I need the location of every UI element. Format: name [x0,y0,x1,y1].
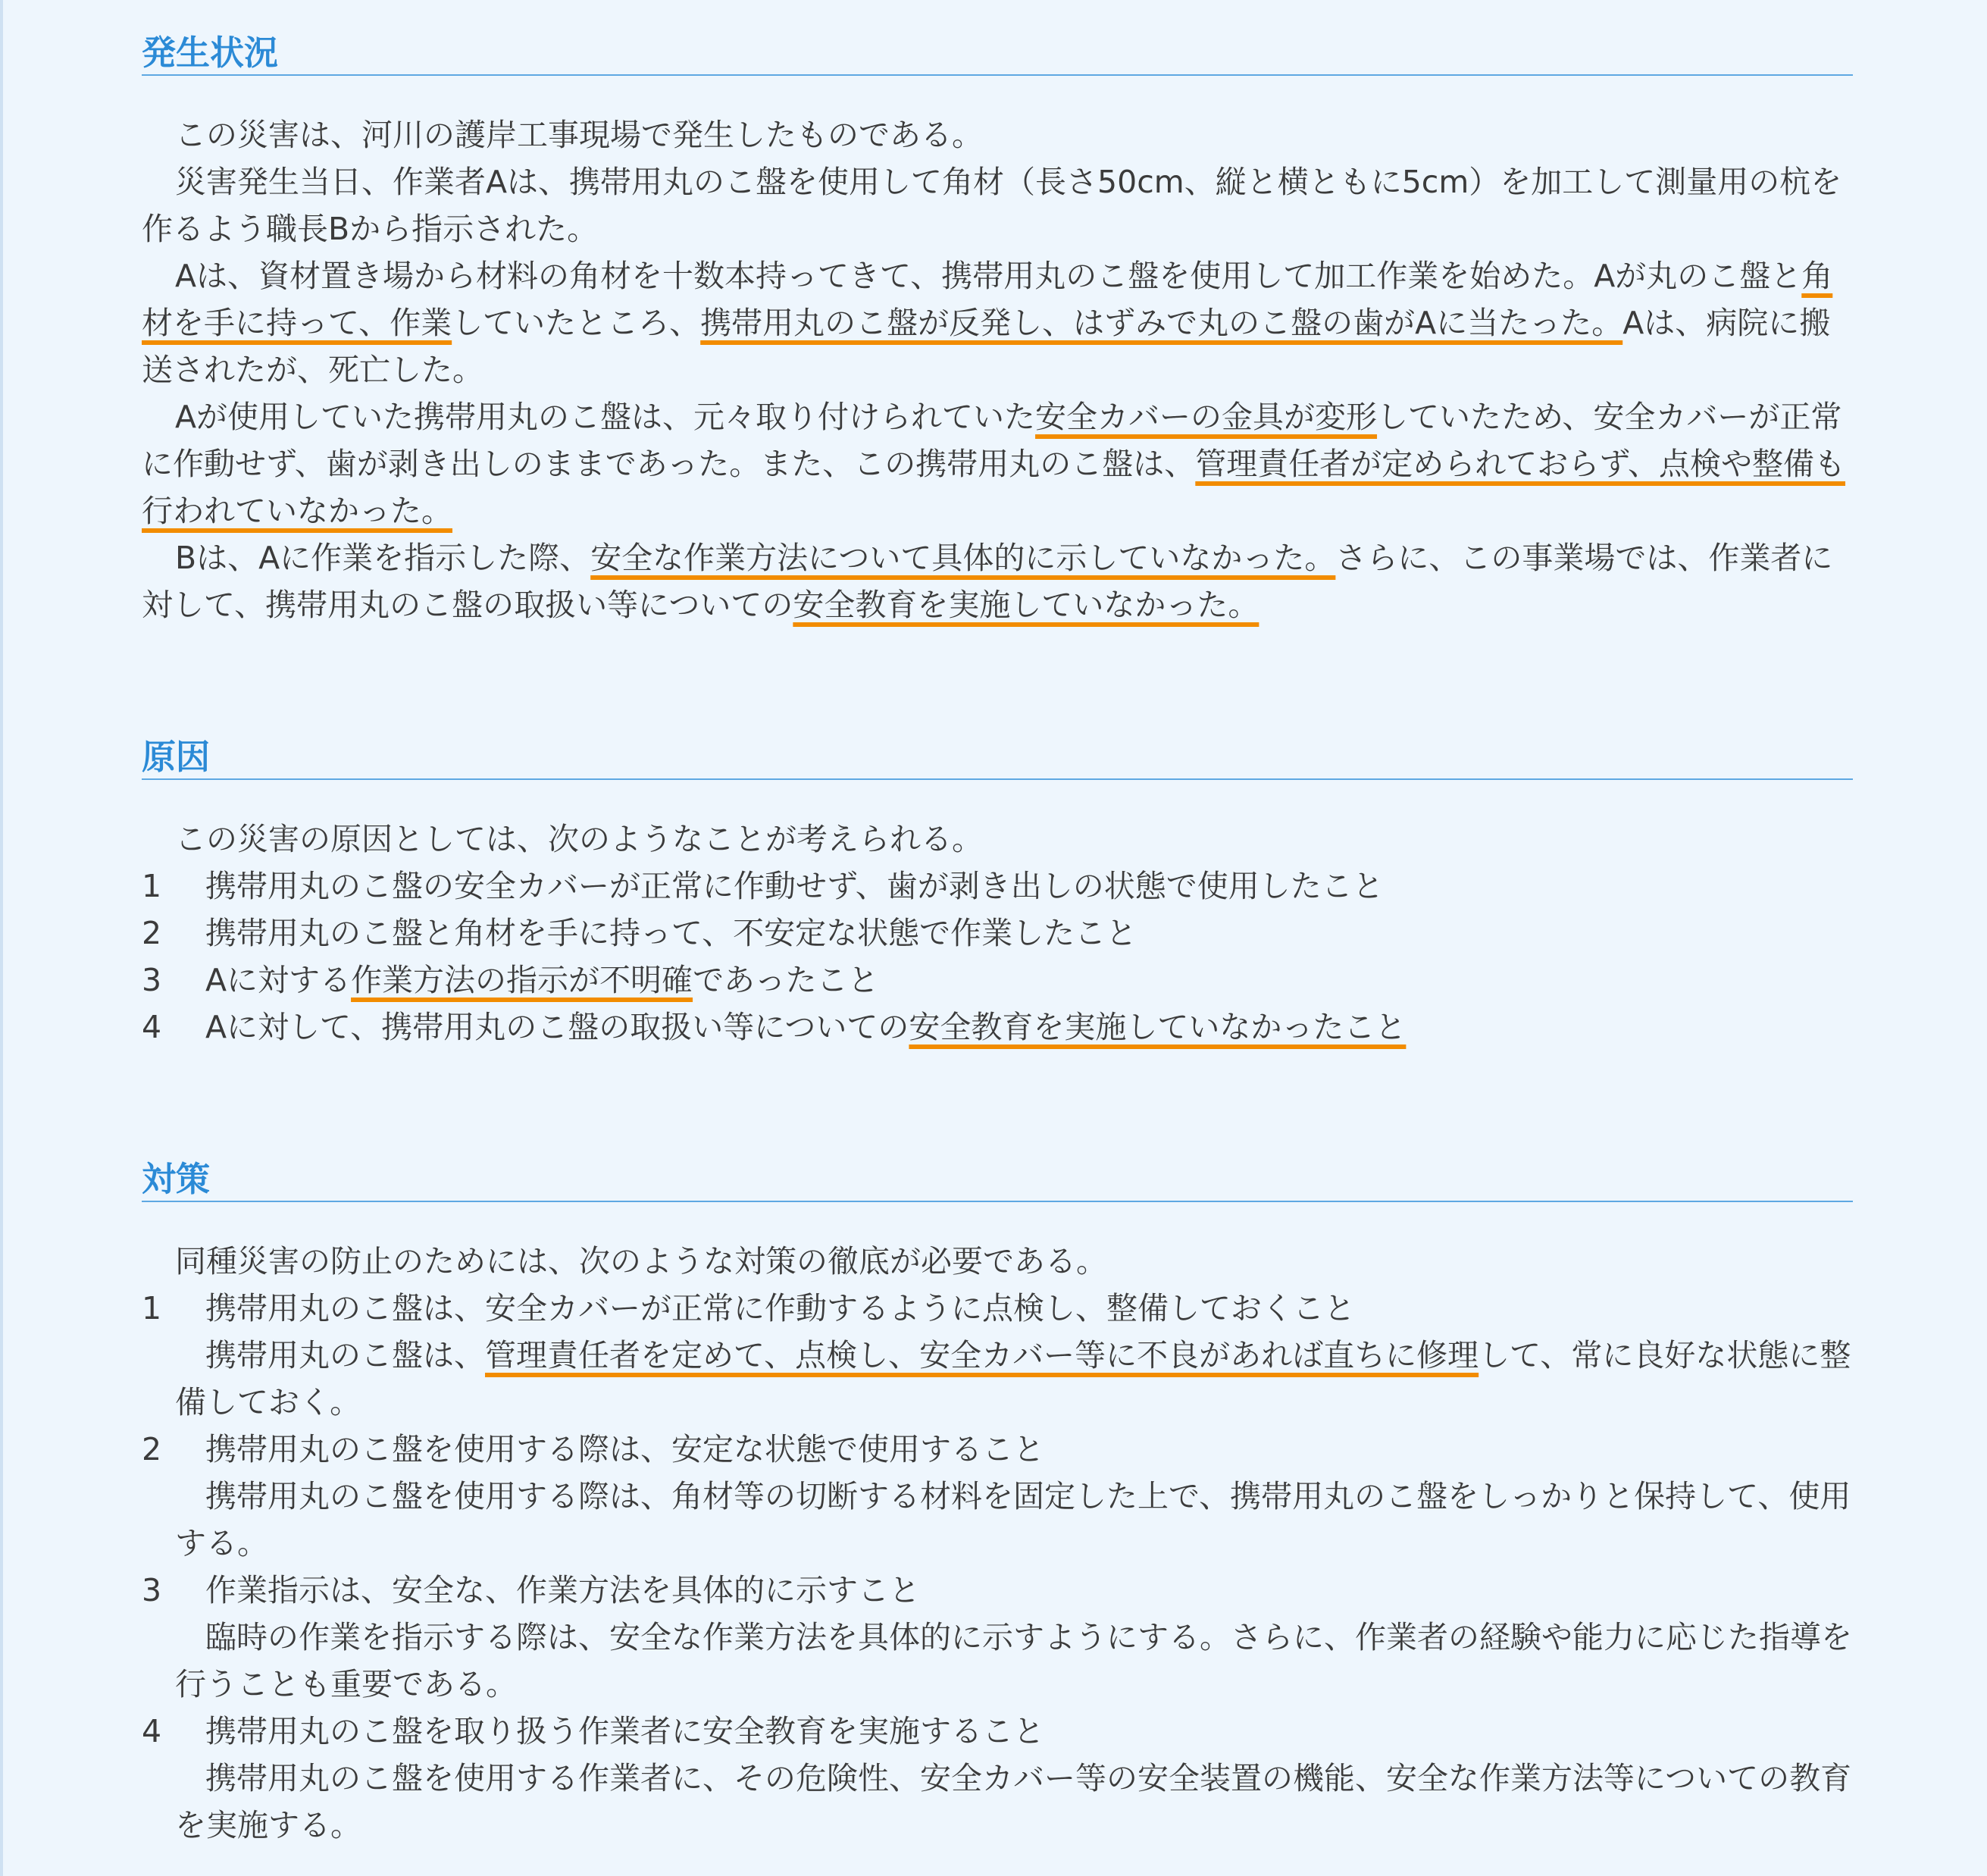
countermeasure-item-1-title [142,1285,1853,1332]
occurrence-paragraph-5 [142,534,1853,628]
section-heading-occurrence: 発生状況 [142,32,1853,76]
item-number: 4 [142,1009,162,1045]
text-segment: して、常に良好な状態に整備しておく。 [175,1337,1851,1420]
highlighted-text: 安全教育を実施していなかった。 [793,587,1259,623]
item-title: 作業指示は、安全な、作業方法を具体的に示すこと [205,1572,920,1608]
text-segment: であったこと [693,962,879,998]
occurrence-paragraph-4 [142,393,1853,534]
item-number: 2 [142,915,162,951]
item-number: 4 [142,1713,162,1749]
text-segment: Aは、病院に搬送されたが、死亡した。 [142,305,1831,388]
countermeasure-item-3-detail: 臨時の作業を指示する際は、安全な作業方法を具体的に示すようにする。さらに、作業者の経験や能力に応じた指導を行うことも重要である。 [175,1619,1852,1702]
countermeasure-item-3-title [142,1567,1853,1614]
section-cause [142,736,1853,1051]
highlighted-text: 安全カバーの金具が変形 [1035,399,1378,435]
occurrence-paragraph-3 [142,252,1853,393]
item-number: 2 [142,1431,162,1467]
item-number: 3 [142,962,162,998]
page-left-edge [0,0,3,1876]
cause-item-3 [142,957,1853,1004]
section-heading-countermeasures: 対策 [142,1158,1853,1202]
section-heading-cause: 原因 [142,736,1853,780]
countermeasure-item-2-title [142,1426,1853,1473]
countermeasures-intro: 同種災害の防止のためには、次のような対策の徹底が必要である。 [175,1243,1107,1279]
text-segment: さらに、この事業場では、作業者に対して、携帯用丸のこ盤の取扱い等についての [142,540,1833,623]
cause-intro: この災害の原因としては、次のようなことが考えられる。 [175,821,983,857]
highlighted-text: 角材を手に持って、作業 [142,258,1833,341]
highlighted-text: 管理責任者が定められておらず、点検や整備も行われていなかった。 [142,446,1846,529]
item-number: 1 [142,1290,162,1326]
section-countermeasures [142,1158,1853,1849]
cause-item-4 [142,1004,1853,1051]
highlighted-text: 携帯用丸のこ盤が反発し、はずみで丸のこ盤の歯がAに当たった。 [700,305,1623,341]
cause-item-2 [142,910,1853,957]
article-content [142,32,1853,1849]
text-segment: していたところ、 [452,305,701,341]
countermeasure-item-1-detail [175,1332,1853,1426]
item-number: 1 [142,868,162,904]
countermeasure-item-4-title [142,1708,1853,1755]
text-segment: Aが使用していた携帯用丸のこ盤は、元々取り付けられていた [175,399,1036,435]
countermeasure-item-4-detail: 携帯用丸のこ盤を使用する作業者に、その危険性、安全カバー等の安全装置の機能、安全な作業方法等についての教育を実施する。 [175,1760,1852,1843]
highlighted-text: 作業方法の指示が不明確 [351,962,693,998]
text-segment: Bは、Aに作業を指示した際、 [175,540,591,576]
text-segment: Aに対して、携帯用丸のこ盤の取扱い等についての [205,1009,909,1045]
highlighted-text: 安全教育を実施していなかったこと [909,1009,1407,1045]
item-title: 携帯用丸のこ盤は、安全カバーが正常に作動するように点検し、整備しておくこと [205,1290,1355,1326]
section-occurrence [142,32,1853,628]
item-number: 3 [142,1572,162,1608]
item-text: 携帯用丸のこ盤と角材を手に持って、不安定な状態で作業したこと [205,915,1137,951]
section-body-cause [142,816,1853,1051]
highlighted-text: 安全な作業方法について具体的に示していなかった。 [590,540,1336,576]
text-segment: Aは、資材置き場から材料の角材を十数本持ってきて、携帯用丸のこ盤を使用して加工作業を始めた。Aが丸のこ盤と [175,258,1802,294]
item-title: 携帯用丸のこ盤を取り扱う作業者に安全教育を実施すること [205,1713,1044,1749]
text-segment: していたため、安全カバーが正常に作動せず、歯が剥き出しのままであった。また、この携帯用丸のこ盤は、 [142,399,1842,482]
occurrence-paragraph-2: 災害発生当日、作業者Aは、携帯用丸のこ盤を使用して角材（長さ50cm、縦と横ともに5cm）を加工して測量用の杭を作るよう職長Bから指示された。 [142,164,1842,247]
section-body-occurrence [142,111,1853,628]
text-segment: Aに対する [205,962,352,998]
text-segment: 携帯用丸のこ盤は、 [205,1337,485,1373]
highlighted-text: 管理責任者を定めて、点検し、安全カバー等に不良があれば直ちに修理 [485,1337,1479,1373]
section-body-countermeasures [142,1238,1853,1849]
occurrence-paragraph-1: この災害は、河川の護岸工事現場で発生したものである。 [175,117,983,153]
item-text: 携帯用丸のこ盤の安全カバーが正常に作動せず、歯が剥き出しの状態で使用したこと [205,868,1384,904]
cause-item-1 [142,863,1853,910]
countermeasure-item-2-detail: 携帯用丸のこ盤を使用する際は、角材等の切断する材料を固定した上で、携帯用丸のこ盤をしっかりと保持して、使用する。 [175,1478,1851,1561]
item-title: 携帯用丸のこ盤を使用する際は、安定な状態で使用すること [205,1431,1044,1467]
